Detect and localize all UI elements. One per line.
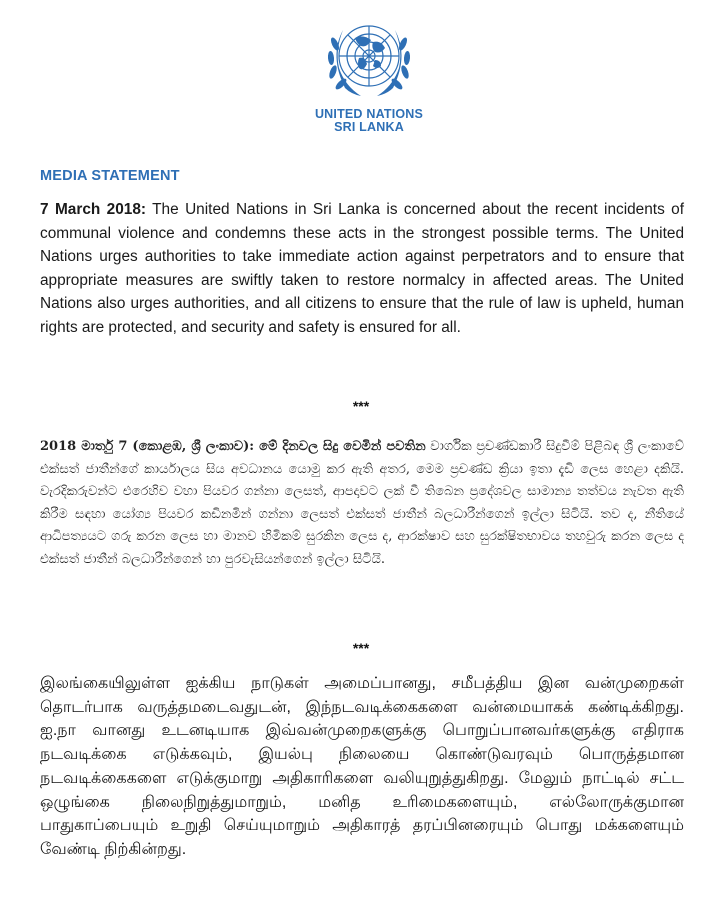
un-emblem-icon bbox=[315, 8, 423, 108]
sinhala-body: වාර්ගික ප්‍රචණ්ඩකාරී සිදුවීම් පිළිබඳ ශ්‍රී ලංකාවේ එක්සත් ජාතීන්ගේ කාර්යාලය සිය අවධානය යොමු කර ඇති අතර, මෙම ප්‍රචණ්ඩ ක්‍රියා ඉතා දැඩි ලෙස හෙළා දකියි. වැරදිකරුවන්ට එරෙහිව වහා පියවර ගන්නා ලෙසත්, ආපදාවට ලක් වී තිබෙන ප්‍රදේශවල සාමාන්‍ය තත්වය නැවත ඇති කිරීම සඳහා යෝග්‍ය පියවර කඩිනමින් ගන්නා ලෙසත් එක්සත් ජාතීන් බලධාරීන්ගෙන් ඉල්ලා සිටියි. තව ද, නීතියේ ආධිපත්‍යයට ගරු කරන ලෙස හා මානව හිමිකම් සුරකින ලෙස ද, ආරක්ෂාව සහ සුරක්ෂිතභාවය තහවුරු කරන ලෙස ද එක්සත් ජාතීන් බලධාරීන්ගෙන් හා පුරවැසියන්ගෙන් ඉල්ලා සිටියි. bbox=[40, 439, 684, 567]
english-date: 7 March 2018: bbox=[40, 201, 147, 218]
english-body: The United Nations in Sri Lanka is concerned about the recent incidents of communal violence and condemns these acts in the strongest possible terms. The United Nations urges authorities to take immediate action against perpetrators and to ensure that appropriate measures are swiftly taken to restore normalcy in affected areas. The United Nations also urges authorities, and all citizens to ensure that the rule of law is upheld, human rights are protected, and security and safety is ensured for all. bbox=[40, 201, 684, 336]
tamil-paragraph: இலங்கையிலுள்ள ஐக்கிய நாடுகள் அமைப்பானது, சமீபத்திய இன வன்முறைகள் தொடர்பாக வருத்தமடைவதுடன், இந்நடவடிக்கைகளை வன்மையாகக் கண்டிக்கிறது. ஐ.நா வானது உடனடியாக இவ்வன்முறைகளுக்கு பொறுப்பானவர்களுக்கு எதிராக நடவடிக்கை எடுக்கவும், இயல்பு நிலையை கொண்டுவரவும் பொருத்தமான நடவடிக்கைகளை எடுக்குமாறு அதிகாரிகளை வலியுறுத்துகிறது. மேலும் நாட்டில் சட்ட ஒழுங்கை நிலைநிறுத்துமாறும், மனித உரிமைகளையும், எல்லோருக்குமான பாதுகாப்பையும் உறுதி செய்யுமாறும் அதிகாரத் தரப்பினரையும் பொது மக்களையும் வேண்டி நிற்கின்றது. bbox=[40, 675, 684, 858]
sinhala-lead: 2018 මාර්තු 7 (කොළඹ, ශ්‍රී ලංකාව): මේ දිනවල සිදු වෙමින් පවතින bbox=[40, 439, 426, 454]
media-statement-heading: MEDIA STATEMENT bbox=[40, 168, 180, 184]
sinhala-paragraph bbox=[40, 436, 684, 571]
section-separator: *** bbox=[352, 398, 370, 414]
english-paragraph bbox=[40, 198, 684, 339]
section-separator: *** bbox=[352, 640, 370, 656]
org-name-line2: SRI LANKA bbox=[334, 120, 404, 134]
un-logo bbox=[310, 8, 428, 134]
org-name-line1: UNITED NATIONS bbox=[314, 107, 424, 121]
